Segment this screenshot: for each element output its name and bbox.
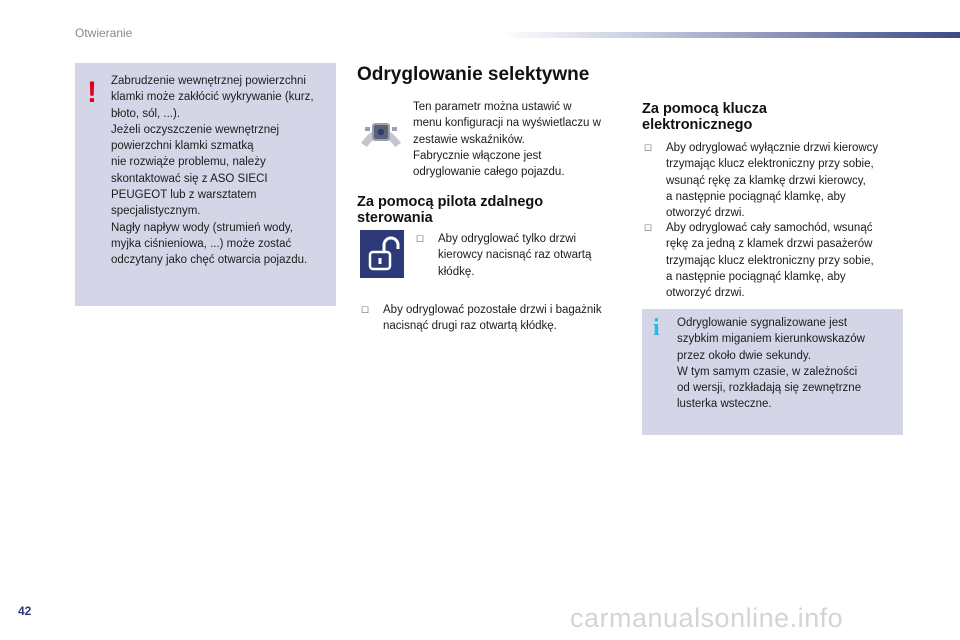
remote-title-line: Za pomocą pilota zdalnego [357,194,544,210]
electronic-title-line: elektronicznego [642,117,753,133]
bullet-mark-icon: ☐ [644,223,653,233]
warning-line: Zabrudzenie wewnętrznej powierzchni [111,75,306,87]
page-title: Odryglowanie selektywne [357,64,590,85]
info-icon: i [653,315,660,341]
electronic-bullet-2 [644,220,924,301]
warning-line: klamki może zakłócić wykrywanie (kurz, [111,91,314,104]
intro-line: menu konfiguracji na wyświetlaczu w [413,117,601,130]
bullet-line: Aby odryglować tylko drzwi [438,233,577,245]
intro-line: Fabrycznie włączone jest [413,149,542,162]
warning-line: PEUGEOT lub z warsztatem [111,189,257,202]
intro-text [413,99,623,180]
bullet-line: Aby odryglować wyłącznie drzwi kierowcy [666,142,879,154]
bullet-mark-icon: ☐ [416,234,425,244]
info-line: od wersji, rozkładają się zewnętrzne [677,382,862,395]
warning-line: Jeżeli oczyszczenie wewnętrznej [111,123,280,136]
intro-line: odryglowanie całego pojazdu. [413,166,565,179]
remote-bullet-2 [361,302,653,335]
watermark: carmanualsonline.info [570,603,844,633]
bullet-line: rękę za jedną z klamek drzwi pasażerów [666,238,873,251]
electronic-title-line: Za pomocą klucza [642,101,767,117]
info-line: Odryglowanie sygnalizowane jest [677,317,848,329]
bullet-line: Aby odryglować cały samochód, wsunąć [666,222,873,234]
warning-line: odczytany jako chęć otwarcia pojazdu. [111,254,308,267]
bullet-line: kłódkę. [438,265,475,278]
bullet-line: trzymając klucz elektroniczny przy sobie, [666,158,874,171]
warning-line: błoto, sól, ...). [111,107,181,120]
remote-title-line: sterowania [357,210,433,226]
header-bar [500,32,960,38]
page-number: 42 [18,604,32,618]
bullet-line: a następnie pociągnąć klamkę, aby [666,190,846,203]
info-line: przez około dwie sekundy. [677,349,812,362]
warning-line: skontaktować się z ASO SIECI [111,172,268,185]
bullet-line: nacisnąć drugi raz otwartą kłódkę. [383,320,557,333]
bullet-mark-icon: ☐ [644,143,653,153]
electronic-bullet-1 [644,140,924,221]
warning-line: specjalistycznym. [111,205,201,218]
bullet-line: otworzyć drzwi. [666,207,745,220]
bullet-mark-icon: ☐ [361,305,370,315]
steering-wheel-menu-icon [359,113,403,153]
bullet-line: a następnie pociągnąć klamkę, aby [666,270,846,283]
bullet-line: otworzyć drzwi. [666,287,745,300]
warning-text [111,73,333,269]
bullet-line: kierowcy nacisnąć raz otwartą [438,249,592,262]
section-title: Otwieranie [75,26,133,40]
warning-line: nie rozwiąże problemu, należy [111,156,266,169]
info-line: lusterka wsteczne. [677,398,772,411]
info-text [677,315,897,413]
warning-line: Nagły napływ wody (strumień wody, [111,221,293,234]
warning-line: myjka ciśnieniowa, ...) może zostać [111,237,292,250]
remote-bullet-1 [416,231,628,280]
bullet-line: wsunąć rękę za klamkę drzwi kierowcy, [666,174,866,187]
info-line: W tym samym czasie, w zależności [677,365,858,378]
exclamation-icon: ! [87,76,97,109]
remote-section-title [357,194,597,226]
bullet-line: Aby odryglować pozostałe drzwi i bagażnik [383,304,602,316]
electronic-key-section-title [642,101,882,133]
bullet-line: trzymając klucz elektroniczny przy sobie, [666,254,874,267]
intro-line: Ten parametr można ustawić w [413,101,572,113]
warning-line: powierzchni klamki szmatką [111,140,254,153]
intro-line: zestawie wskaźników. [413,133,525,146]
unlock-padlock-icon [360,230,404,278]
info-line: szybkim miganiem kierunkowskazów [677,333,865,346]
